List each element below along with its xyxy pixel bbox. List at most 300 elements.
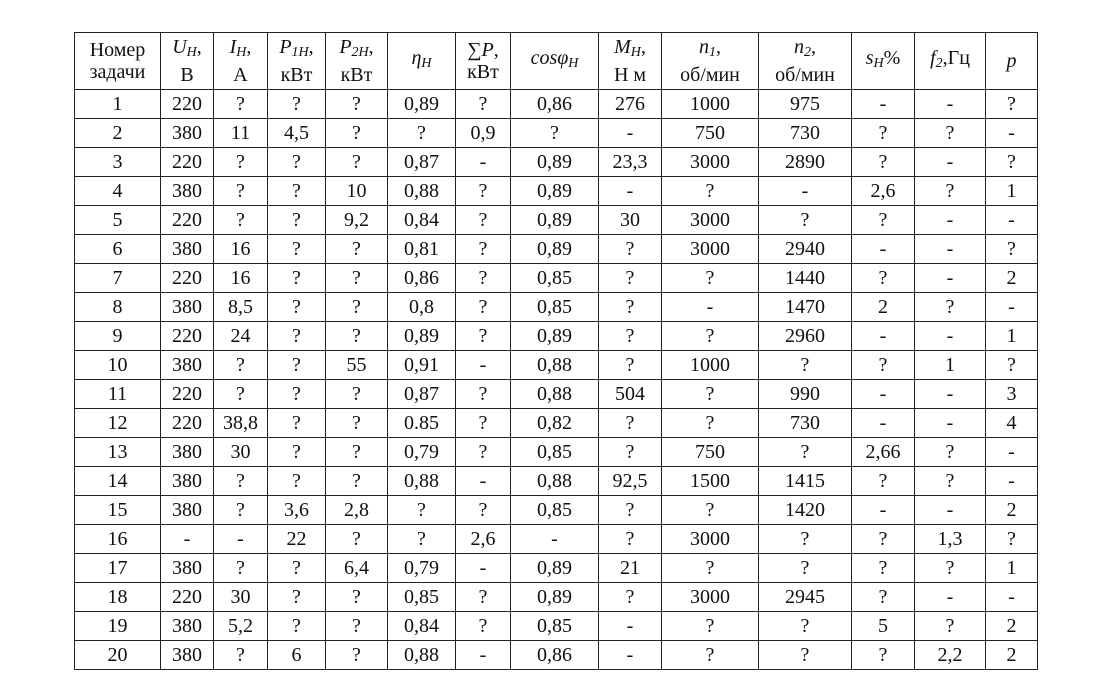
cell-n1: 3000 xyxy=(662,148,759,177)
cell-n1: ? xyxy=(662,641,759,670)
cell-p: - xyxy=(986,293,1038,322)
cell-s: 2,66 xyxy=(852,438,915,467)
cell-I: 24 xyxy=(214,322,268,351)
cell-s: ? xyxy=(852,467,915,496)
header-tail: ,Гц xyxy=(942,47,970,69)
cell-f2: ? xyxy=(915,612,986,641)
header-sub: 1 xyxy=(709,45,716,60)
cell-U: 380 xyxy=(161,612,214,641)
table-row xyxy=(75,438,1038,467)
cell-eta: 0,89 xyxy=(388,322,456,351)
header-sub: Н xyxy=(568,56,579,71)
table-row xyxy=(75,235,1038,264)
cell-num: 8 xyxy=(75,293,161,322)
header-cell-I xyxy=(214,33,268,90)
cell-I: ? xyxy=(214,148,268,177)
cell-num: 18 xyxy=(75,583,161,612)
cell-I: 16 xyxy=(214,235,268,264)
cell-P1: ? xyxy=(268,293,326,322)
cell-cos: 0,89 xyxy=(511,554,599,583)
cell-cos: 0,89 xyxy=(511,322,599,351)
cell-f2: - xyxy=(915,206,986,235)
header-symbol xyxy=(161,36,213,64)
header-cell-sumP xyxy=(456,33,511,90)
cell-cos: 0,85 xyxy=(511,496,599,525)
cell-eta: 0,85 xyxy=(388,583,456,612)
cell-P2: 6,4 xyxy=(326,554,388,583)
header-line1: Номер xyxy=(89,39,146,61)
cell-sumP: 2,6 xyxy=(456,525,511,554)
cell-cos: - xyxy=(511,525,599,554)
cell-f2: ? xyxy=(915,293,986,322)
table-row xyxy=(75,322,1038,351)
cell-M: ? xyxy=(599,351,662,380)
cell-I: ? xyxy=(214,177,268,206)
cell-I: 30 xyxy=(214,438,268,467)
cell-U: 220 xyxy=(161,583,214,612)
cell-n2: 2940 xyxy=(759,235,852,264)
header-tail: , xyxy=(640,36,646,58)
cell-n2: 730 xyxy=(759,119,852,148)
cell-sumP: ? xyxy=(456,235,511,264)
cell-cos: 0,85 xyxy=(511,438,599,467)
cell-I: ? xyxy=(214,554,268,583)
cell-num: 10 xyxy=(75,351,161,380)
cell-num: 14 xyxy=(75,467,161,496)
header-symbol xyxy=(852,47,914,75)
header-tail: , xyxy=(196,36,202,58)
cell-U: 380 xyxy=(161,554,214,583)
cell-cos: 0,82 xyxy=(511,409,599,438)
cell-n2: ? xyxy=(759,612,852,641)
table-body xyxy=(75,90,1038,670)
cell-p: 2 xyxy=(986,264,1038,293)
header-line2: кВт xyxy=(467,61,499,83)
header-line2: А xyxy=(233,64,248,86)
cell-sumP: ? xyxy=(456,177,511,206)
cell-P2: ? xyxy=(326,235,388,264)
cell-P1: ? xyxy=(268,612,326,641)
header-cell-P1 xyxy=(268,33,326,90)
cell-sumP: ? xyxy=(456,322,511,351)
cell-p: 2 xyxy=(986,496,1038,525)
cell-M: - xyxy=(599,612,662,641)
cell-p: ? xyxy=(986,235,1038,264)
header-symbol xyxy=(326,36,387,64)
header-sym: cosφ xyxy=(530,47,569,69)
cell-num: 17 xyxy=(75,554,161,583)
cell-cos: 0,89 xyxy=(511,148,599,177)
cell-eta: 0,91 xyxy=(388,351,456,380)
header-sym: s xyxy=(865,47,874,69)
cell-eta: 0,87 xyxy=(388,148,456,177)
cell-M: 504 xyxy=(599,380,662,409)
cell-eta: 0,79 xyxy=(388,438,456,467)
cell-n2: 975 xyxy=(759,90,852,119)
cell-n1: 750 xyxy=(662,438,759,467)
cell-s: - xyxy=(852,235,915,264)
cell-P1: 4,5 xyxy=(268,119,326,148)
cell-P2: ? xyxy=(326,380,388,409)
cell-P1: ? xyxy=(268,177,326,206)
cell-n2: 2890 xyxy=(759,148,852,177)
cell-sumP: - xyxy=(456,467,511,496)
cell-s: 2,6 xyxy=(852,177,915,206)
cell-eta: 0,88 xyxy=(388,177,456,206)
cell-n1: ? xyxy=(662,409,759,438)
cell-num: 12 xyxy=(75,409,161,438)
cell-P2: ? xyxy=(326,322,388,351)
cell-P2: 2,8 xyxy=(326,496,388,525)
cell-P1: 3,6 xyxy=(268,496,326,525)
header-symbol xyxy=(759,36,851,64)
cell-cos: 0,89 xyxy=(511,583,599,612)
header-symbol xyxy=(915,47,985,75)
cell-M: - xyxy=(599,177,662,206)
cell-P1: ? xyxy=(268,206,326,235)
cell-M: ? xyxy=(599,235,662,264)
header-tail: , xyxy=(716,36,721,58)
cell-s: 2 xyxy=(852,293,915,322)
table-row xyxy=(75,148,1038,177)
cell-f2: - xyxy=(915,148,986,177)
cell-n1: ? xyxy=(662,554,759,583)
cell-I: ? xyxy=(214,90,268,119)
cell-sumP: ? xyxy=(456,380,511,409)
header-line2: Н м xyxy=(613,64,647,86)
cell-P2: ? xyxy=(326,612,388,641)
cell-s: ? xyxy=(852,264,915,293)
cell-s: ? xyxy=(852,119,915,148)
table-row xyxy=(75,612,1038,641)
cell-n2: ? xyxy=(759,525,852,554)
cell-M: ? xyxy=(599,409,662,438)
cell-p: 3 xyxy=(986,380,1038,409)
cell-M: - xyxy=(599,641,662,670)
header-sub: Н xyxy=(236,45,247,60)
cell-P1: ? xyxy=(268,467,326,496)
cell-U: 380 xyxy=(161,641,214,670)
cell-U: 380 xyxy=(161,438,214,467)
header-sym: n xyxy=(699,36,709,58)
cell-P2: ? xyxy=(326,119,388,148)
header-symbol xyxy=(388,47,455,75)
cell-U: 380 xyxy=(161,235,214,264)
cell-eta: ? xyxy=(388,525,456,554)
cell-I: ? xyxy=(214,380,268,409)
header-cell-s xyxy=(852,33,915,90)
cell-f2: - xyxy=(915,380,986,409)
cell-p: 2 xyxy=(986,641,1038,670)
cell-s: - xyxy=(852,496,915,525)
cell-p: - xyxy=(986,438,1038,467)
header-symbol xyxy=(599,36,661,64)
cell-sumP: ? xyxy=(456,583,511,612)
cell-I: 8,5 xyxy=(214,293,268,322)
cell-P2: ? xyxy=(326,641,388,670)
header-line2: кВт xyxy=(280,64,313,86)
cell-U: 380 xyxy=(161,177,214,206)
cell-n1: 3000 xyxy=(662,206,759,235)
header-symbol xyxy=(662,36,758,64)
cell-s: ? xyxy=(852,641,915,670)
header-cell-num xyxy=(75,33,161,90)
cell-n1: 3000 xyxy=(662,525,759,554)
cell-eta: 0,86 xyxy=(388,264,456,293)
cell-p: - xyxy=(986,206,1038,235)
cell-p: 1 xyxy=(986,322,1038,351)
cell-sumP: ? xyxy=(456,438,511,467)
header-line2: об/мин xyxy=(680,64,740,86)
cell-s: 5 xyxy=(852,612,915,641)
cell-I: 16 xyxy=(214,264,268,293)
header-sym: n xyxy=(794,36,804,58)
cell-s: - xyxy=(852,90,915,119)
cell-P2: ? xyxy=(326,525,388,554)
cell-num: 19 xyxy=(75,612,161,641)
cell-U: 220 xyxy=(161,90,214,119)
cell-sumP: ? xyxy=(456,90,511,119)
cell-f2: 1,3 xyxy=(915,525,986,554)
cell-P1: ? xyxy=(268,264,326,293)
table-row xyxy=(75,90,1038,119)
table-row xyxy=(75,293,1038,322)
cell-p: ? xyxy=(986,525,1038,554)
table-row xyxy=(75,119,1038,148)
header-cell-eta xyxy=(388,33,456,90)
cell-n2: ? xyxy=(759,206,852,235)
cell-s: ? xyxy=(852,148,915,177)
cell-U: 380 xyxy=(161,467,214,496)
table-row xyxy=(75,496,1038,525)
cell-I: 30 xyxy=(214,583,268,612)
cell-P1: ? xyxy=(268,438,326,467)
header-tail: , xyxy=(246,36,252,58)
cell-P1: ? xyxy=(268,148,326,177)
header-symbol xyxy=(511,47,598,75)
cell-cos: 0,86 xyxy=(511,90,599,119)
table-row xyxy=(75,641,1038,670)
cell-eta: 0,89 xyxy=(388,90,456,119)
cell-s: ? xyxy=(852,206,915,235)
cell-num: 2 xyxy=(75,119,161,148)
cell-cos: ? xyxy=(511,119,599,148)
cell-sumP: ? xyxy=(456,496,511,525)
header-sub: 2 xyxy=(804,45,811,60)
cell-f2: - xyxy=(915,496,986,525)
header-sym: f xyxy=(930,47,936,69)
cell-U: 220 xyxy=(161,148,214,177)
cell-s: ? xyxy=(852,583,915,612)
header-row xyxy=(75,33,1038,90)
cell-P1: ? xyxy=(268,235,326,264)
cell-s: ? xyxy=(852,525,915,554)
cell-n1: ? xyxy=(662,612,759,641)
cell-n2: ? xyxy=(759,351,852,380)
cell-cos: 0,88 xyxy=(511,380,599,409)
table-header xyxy=(75,33,1038,90)
cell-I: ? xyxy=(214,641,268,670)
cell-P1: ? xyxy=(268,380,326,409)
header-line2: кВт xyxy=(340,64,373,86)
cell-eta: 0,88 xyxy=(388,467,456,496)
header-sub: Н xyxy=(873,56,884,71)
header-sub: Н xyxy=(630,45,641,60)
cell-s: - xyxy=(852,380,915,409)
cell-sumP: - xyxy=(456,554,511,583)
cell-p: 4 xyxy=(986,409,1038,438)
header-symbol xyxy=(456,39,510,61)
cell-s: - xyxy=(852,322,915,351)
cell-n2: 1420 xyxy=(759,496,852,525)
cell-num: 7 xyxy=(75,264,161,293)
cell-P2: ? xyxy=(326,264,388,293)
header-sym: M xyxy=(614,36,631,58)
cell-num: 9 xyxy=(75,322,161,351)
cell-cos: 0,88 xyxy=(511,467,599,496)
cell-n1: 3000 xyxy=(662,235,759,264)
cell-s: ? xyxy=(852,351,915,380)
cell-n1: 1500 xyxy=(662,467,759,496)
cell-cos: 0,85 xyxy=(511,293,599,322)
cell-sumP: ? xyxy=(456,409,511,438)
cell-num: 11 xyxy=(75,380,161,409)
header-cell-U xyxy=(161,33,214,90)
cell-f2: 1 xyxy=(915,351,986,380)
cell-M: 92,5 xyxy=(599,467,662,496)
cell-U: 220 xyxy=(161,380,214,409)
cell-U: 220 xyxy=(161,409,214,438)
cell-f2: - xyxy=(915,322,986,351)
cell-M: ? xyxy=(599,496,662,525)
cell-U: 380 xyxy=(161,351,214,380)
cell-P1: ? xyxy=(268,90,326,119)
cell-n1: ? xyxy=(662,177,759,206)
cell-n2: ? xyxy=(759,554,852,583)
cell-U: 220 xyxy=(161,322,214,351)
cell-n2: 1440 xyxy=(759,264,852,293)
cell-P2: ? xyxy=(326,409,388,438)
cell-n1: 1000 xyxy=(662,90,759,119)
cell-n1: ? xyxy=(662,496,759,525)
cell-P1: ? xyxy=(268,409,326,438)
cell-n1: ? xyxy=(662,380,759,409)
cell-P2: ? xyxy=(326,467,388,496)
table-row xyxy=(75,467,1038,496)
header-symbol xyxy=(986,50,1037,72)
cell-I: ? xyxy=(214,467,268,496)
cell-U: 220 xyxy=(161,206,214,235)
header-tail: , xyxy=(493,39,499,61)
cell-p: 2 xyxy=(986,612,1038,641)
table-row xyxy=(75,206,1038,235)
header-tail: , xyxy=(368,36,374,58)
cell-M: 276 xyxy=(599,90,662,119)
header-symbol xyxy=(268,36,325,64)
cell-eta: ? xyxy=(388,119,456,148)
header-sym: P xyxy=(279,36,292,58)
cell-n1: ? xyxy=(662,264,759,293)
cell-U: 380 xyxy=(161,119,214,148)
cell-eta: 0.85 xyxy=(388,409,456,438)
header-tail: , xyxy=(811,36,816,58)
cell-P2: 10 xyxy=(326,177,388,206)
header-cell-f2 xyxy=(915,33,986,90)
cell-n1: 1000 xyxy=(662,351,759,380)
cell-U: - xyxy=(161,525,214,554)
cell-U: 380 xyxy=(161,496,214,525)
cell-p: - xyxy=(986,467,1038,496)
cell-sumP: 0,9 xyxy=(456,119,511,148)
header-line2: задачи xyxy=(89,61,146,83)
cell-n2: ? xyxy=(759,641,852,670)
header-sub: 2 xyxy=(935,56,943,71)
cell-sumP: ? xyxy=(456,206,511,235)
cell-sumP: - xyxy=(456,148,511,177)
cell-I: ? xyxy=(214,351,268,380)
cell-n1: - xyxy=(662,293,759,322)
cell-p: ? xyxy=(986,148,1038,177)
cell-eta: 0,84 xyxy=(388,206,456,235)
motor-parameters-table xyxy=(74,32,1038,670)
cell-num: 5 xyxy=(75,206,161,235)
cell-p: - xyxy=(986,119,1038,148)
cell-M: ? xyxy=(599,525,662,554)
cell-f2: ? xyxy=(915,177,986,206)
cell-n1: 750 xyxy=(662,119,759,148)
header-sym: η xyxy=(411,47,422,69)
header-line2: В xyxy=(180,64,194,86)
cell-M: 21 xyxy=(599,554,662,583)
cell-f2: 2,2 xyxy=(915,641,986,670)
header-tail: , xyxy=(308,36,314,58)
cell-M: - xyxy=(599,119,662,148)
cell-n2: ? xyxy=(759,438,852,467)
header-cell-cos xyxy=(511,33,599,90)
cell-n2: - xyxy=(759,177,852,206)
cell-P2: ? xyxy=(326,148,388,177)
cell-P2: ? xyxy=(326,90,388,119)
cell-num: 16 xyxy=(75,525,161,554)
cell-P2: 55 xyxy=(326,351,388,380)
header-sub: 2Н xyxy=(351,45,369,60)
cell-f2: - xyxy=(915,264,986,293)
header-sym: P xyxy=(481,39,494,61)
cell-eta: 0,87 xyxy=(388,380,456,409)
cell-num: 20 xyxy=(75,641,161,670)
cell-M: ? xyxy=(599,438,662,467)
cell-P1: ? xyxy=(268,583,326,612)
cell-n1: 3000 xyxy=(662,583,759,612)
cell-cos: 0,89 xyxy=(511,177,599,206)
cell-eta: 0,88 xyxy=(388,641,456,670)
cell-f2: - xyxy=(915,583,986,612)
cell-num: 1 xyxy=(75,90,161,119)
cell-sumP: ? xyxy=(456,612,511,641)
header-line2: об/мин xyxy=(775,64,835,86)
cell-eta: 0,84 xyxy=(388,612,456,641)
cell-eta: 0,81 xyxy=(388,235,456,264)
cell-s: ? xyxy=(852,554,915,583)
cell-n2: 2960 xyxy=(759,322,852,351)
header-cell-n1 xyxy=(662,33,759,90)
header-tail: % xyxy=(883,47,901,69)
table-row xyxy=(75,380,1038,409)
cell-U: 380 xyxy=(161,293,214,322)
cell-I: ? xyxy=(214,496,268,525)
header-sub: Н xyxy=(186,45,197,60)
header-cell-P2 xyxy=(326,33,388,90)
